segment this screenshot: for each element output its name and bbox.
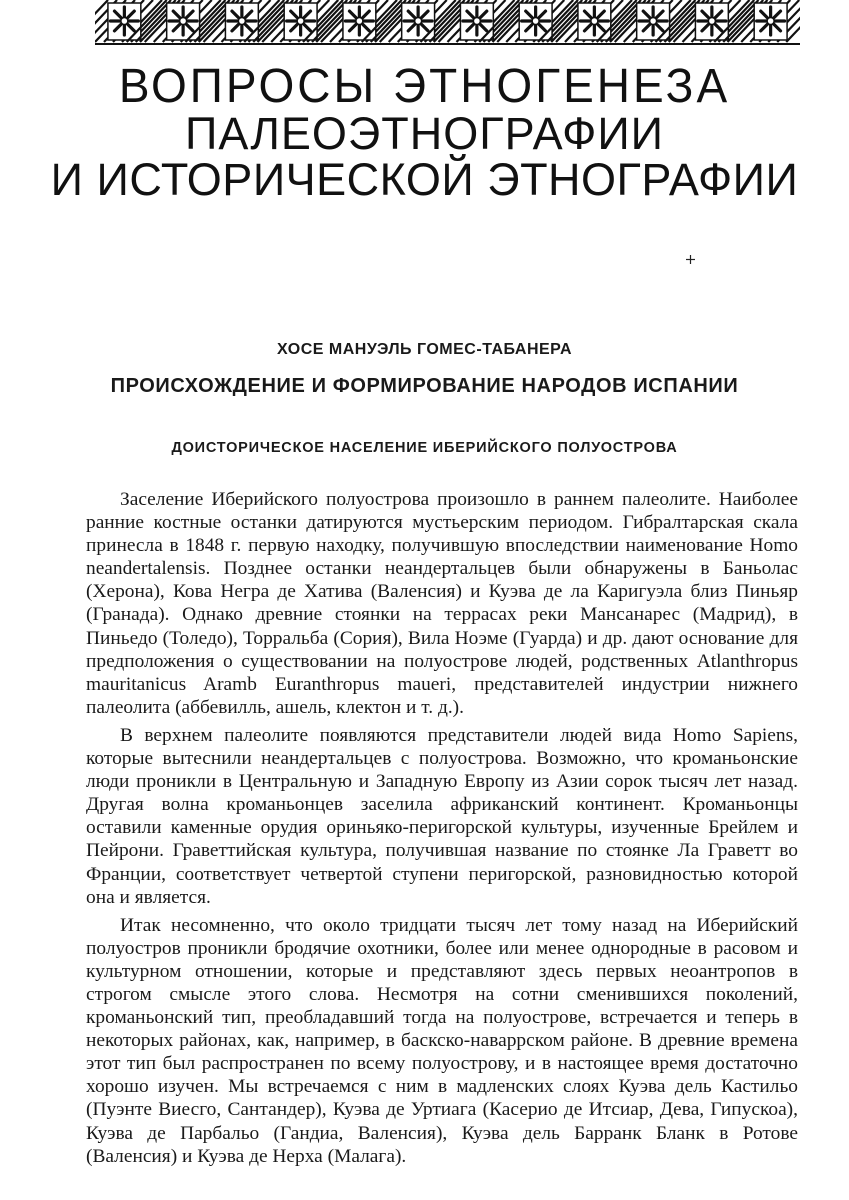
- section-title-line-1: ВОПРОСЫ ЭТНОГЕНЕЗА: [118, 57, 731, 113]
- rosette-icon: [463, 7, 491, 35]
- rosette-icon: [287, 7, 315, 35]
- article-author: ХОСЕ МАНУЭЛЬ ГОМЕС-ТАБАНЕРА: [277, 341, 572, 358]
- decorative-ornament-band: [95, 0, 800, 46]
- paragraph: Итак несомненно, что около тридцати тысяч лет тому назад на Иберийский полуостров проникли бродячие охотники, более или менее однородные в расовом и культурном отношении, которые и представляют здесь первых неоантропов в строгом смысле этого слова. Несмотря на сотни сменившихся поколений, кроманьонский тип, преобладавший тогда на полуострове, встречается и теперь в некоторых районах, как, например, в баскско-наваррском районе. В древние времена этот тип был распространен по всему полуострову, и в настоящее время достаточно хорошо изучен. Мы встречаемся с ним в мадленских слоях Куэва дель Кастильо (Пуэнте Виесго, Сантандер), Куэва де Уртиага (Касерио де Итсиар, Дева, Гипускоа), Куэва де Парбальо (Гандиа, Валенсия), Куэва дель Барранк Бланк в Ротове (Валенсия) и Куэва де Нерха (Малага).: [86, 914, 798, 1167]
- article-title: ПРОИСХОЖДЕНИЕ И ФОРМИРОВАНИЕ НАРОДОВ ИСПАНИИ: [110, 375, 739, 397]
- paragraph: Заселение Иберийского полуострова произошло в раннем палеолите. Наиболее ранние костные останки датируются мустьерским периодом. Гибралтарская скала принесла в 1848 г. первую находку, получившую впоследствии наименование Homo neandertalensis. Позднее останки неандертальцев были обнаружены в Баньолас (Херона), Кова Негра де Хатива (Валенсия) и Куэва де ла Каригуэла близ Пиньяр (Гранада). Однако древние стоянки на террасах реки Мансанарес (Мадрид), в Пиньедо (Толедо), Торральба (Сория), Вила Ноэме (Гуарда) и др. дают основание для предположения о существовании на полуострове людей, родственных Atlanthropus mauritanicus Aramb Euranthropus maueri, представителей индустрии нижнего палеолита (аббевилль, ашель, клектон и т. д.).: [86, 489, 798, 718]
- rosette-icon: [580, 7, 608, 35]
- subsection-heading: ДОИСТОРИЧЕСКОЕ НАСЕЛЕНИЕ ИБЕРИЙСКОГО ПОЛУОСТРОВА: [171, 440, 678, 456]
- rosette-icon: [345, 7, 373, 35]
- section-title-line-3: И ИСТОРИЧЕСКОЙ ЭТНОГРАФИИ: [50, 154, 799, 205]
- rosette-icon: [698, 7, 726, 35]
- paragraph: В верхнем палеолите появляются представители людей вида Homo Sapiens, которые вытеснили неандертальцев с полуострова. Возможно, что кроманьонские люди проникли в Центральную и Западную Европу из Азии сорок тысяч лет назад. Другая волна кроманьонцев заселила африканский континент. Кроманьонцы оставили каменные орудия ориньяко-перигорской культуры, изученные Брейлем и Пейрони. Граветтийская культура, получившая название по стоянке Ла Граветт во Франции, соответствует четвертой ступени перигорской, разновидностью которой она и является.: [86, 724, 798, 908]
- rosette-icon: [228, 7, 256, 35]
- rosette-icon: [639, 7, 667, 35]
- rosette-icon: [169, 7, 197, 35]
- rosette-icon: [110, 7, 138, 35]
- rosette-icon: [757, 7, 785, 35]
- print-mark: [686, 255, 695, 264]
- rosette-icon: [404, 7, 432, 35]
- section-title-line-2: ПАЛЕОЭТНОГРАФИИ: [184, 108, 665, 159]
- article-body: [86, 488, 798, 1168]
- rosette-icon: [522, 7, 550, 35]
